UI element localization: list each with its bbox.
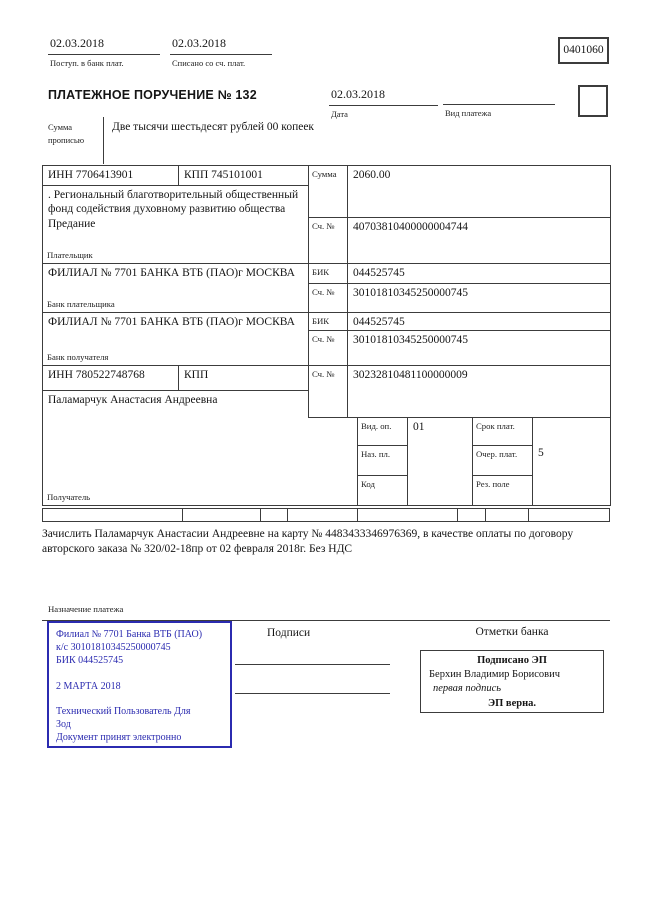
payer-caption: Плательщик — [47, 250, 93, 261]
extra-field-cell-2 — [182, 508, 261, 522]
payer-bank-account-value-cell: 30101810345250000745 — [347, 283, 611, 313]
document-date-label: Дата — [331, 109, 348, 119]
payer-bank-caption: Банк плательщика — [47, 299, 115, 310]
beneficiary-account-label-cell: Сч. № — [308, 365, 348, 418]
payer-bank-bik-value-cell: 044525745 — [347, 263, 611, 284]
rez-pole-label-cell: Рез. поле — [472, 475, 533, 506]
signature-line-1 — [235, 650, 390, 665]
debited-date: 02.03.2018 — [170, 36, 272, 55]
payer-bank-bik-label-cell: БИК — [308, 263, 348, 284]
beneficiary-account-value-cell: 30232810481100000009 — [347, 365, 611, 418]
payment-kind-field — [443, 87, 555, 118]
eds-title: Подписано ЭП — [477, 655, 547, 666]
stamp-user-line2: Зод — [56, 718, 71, 730]
srok-plat-label-cell: Срок плат. — [472, 417, 533, 446]
payment-kind-checkbox — [578, 85, 608, 117]
beneficiary-bank-bik-label-cell: БИК — [308, 312, 348, 331]
eds-signer-name: Берхин Владимир Борисович — [429, 669, 560, 681]
budget-fields-strip — [42, 508, 610, 522]
payer-account-label-cell: Сч. № — [308, 217, 348, 264]
document-date-field — [329, 87, 438, 119]
payment-kind-label: Вид платежа — [445, 108, 492, 118]
beneficiary-bank-name: ФИЛИАЛ № 7701 БАНКА ВТБ (ПАО)г МОСКВА — [48, 316, 295, 328]
extra-field-cell-6 — [457, 508, 486, 522]
extra-field-cell-8 — [528, 508, 610, 522]
sum-value-cell: 2060.00 — [347, 165, 611, 218]
amount-in-words-value: Две тысячи шестьдесят рублей 00 копеек — [112, 121, 315, 133]
beneficiary-name: Паламарчук Анастасия Андреевна — [48, 394, 218, 406]
sum-label-cell: Сумма — [308, 165, 348, 218]
stamp-user-line1: Технический Пользователь Для — [56, 705, 191, 717]
kod-label-cell: Код — [357, 475, 408, 506]
debited-from-account-field — [170, 36, 272, 68]
document-title: ПЛАТЕЖНОЕ ПОРУЧЕНИЕ № 132 — [48, 88, 257, 102]
stamp-date: 2 МАРТА 2018 — [56, 680, 121, 692]
beneficiary-bank-caption: Банк получателя — [47, 352, 109, 363]
beneficiary-inn-cell: ИНН 780522748768 — [42, 365, 179, 391]
amount-in-words-divider — [103, 117, 104, 164]
form-code-box: 0401060 — [558, 37, 609, 64]
naz-pl-label-cell: Наз. пл. — [357, 445, 408, 476]
received-date-label: Поступ. в банк плат. — [50, 58, 124, 68]
eds-verified: ЭП верна. — [487, 697, 536, 709]
extra-field-cell-4 — [287, 508, 358, 522]
stamp-gap — [56, 668, 223, 680]
payment-order-table — [42, 165, 610, 506]
extra-field-cell-1 — [42, 508, 183, 522]
document-date: 02.03.2018 — [329, 87, 438, 106]
extra-field-cell-7 — [485, 508, 529, 522]
stamp-gap — [56, 693, 223, 705]
debited-date-label: Списано со сч. плат. — [172, 58, 246, 68]
payer-inn-cell: ИНН 7706413901 — [42, 165, 179, 186]
payer-bank-account-label-cell: Сч. № — [308, 283, 348, 313]
extra-field-cell-3 — [260, 508, 288, 522]
beneficiary-bank-bik-value-cell: 044525745 — [347, 312, 611, 331]
payer-account-value-cell: 40703810400000004744 — [347, 217, 611, 264]
payer-cell — [42, 185, 309, 264]
payer-bank-stamp — [47, 621, 232, 748]
beneficiary-bank-cell — [42, 312, 309, 366]
received-in-bank-field — [48, 36, 160, 68]
stamp-bank-name: Филиал № 7701 Банка ВТБ (ПАО) — [56, 629, 203, 640]
eds-signature-type: первая подпись — [433, 683, 502, 695]
stamp-accepted: Документ принят электронно — [56, 732, 182, 744]
signature-line-2 — [235, 679, 390, 694]
payer-bank-name: ФИЛИАЛ № 7701 БАНКА ВТБ (ПАО)г МОСКВА — [48, 267, 295, 279]
received-date: 02.03.2018 — [48, 36, 160, 55]
bank-marks-label: Отметки банка — [475, 626, 549, 638]
payment-kind-value — [443, 87, 555, 105]
ocher-plat-value-cell: 5 — [532, 417, 611, 506]
beneficiary-bank-account-label-cell: Сч. № — [308, 330, 348, 366]
amount-in-words-label: Сумма прописью — [48, 122, 85, 145]
beneficiary-caption: Получатель — [47, 492, 91, 503]
vid-op-label-cell: Вид. оп. — [357, 417, 408, 446]
payment-purpose-text: Зачислить Паламарчук Анастасии Андреевне на карту № 4483433346976369, в качестве оплаты по договору авторского заказа № 320/02-18пр от 02 февраля 2018г. Без НДС — [42, 528, 574, 555]
payer-bank-cell — [42, 263, 309, 313]
payer-kpp-cell: КПП 745101001 — [178, 165, 309, 186]
vid-op-value-cell: 01 — [407, 417, 473, 506]
stamp-corr-account: к/с 30101810345250000745 — [56, 642, 171, 654]
payer-name: . Региональный благотворительный общественный фонд содействия духовному развитию общества Предание — [48, 189, 299, 230]
signatures-label: Подписи — [267, 627, 311, 639]
beneficiary-kpp-cell: КПП — [178, 365, 309, 391]
extra-field-cell-5 — [357, 508, 458, 522]
stamp-bik: БИК 044525745 — [56, 655, 124, 667]
beneficiary-bank-account-value-cell: 30101810345250000745 — [347, 330, 611, 366]
eds-stamp — [420, 650, 604, 713]
ocher-plat-label-cell: Очер. плат. — [472, 445, 533, 476]
payment-purpose-label: Назначение платежа — [48, 604, 124, 614]
